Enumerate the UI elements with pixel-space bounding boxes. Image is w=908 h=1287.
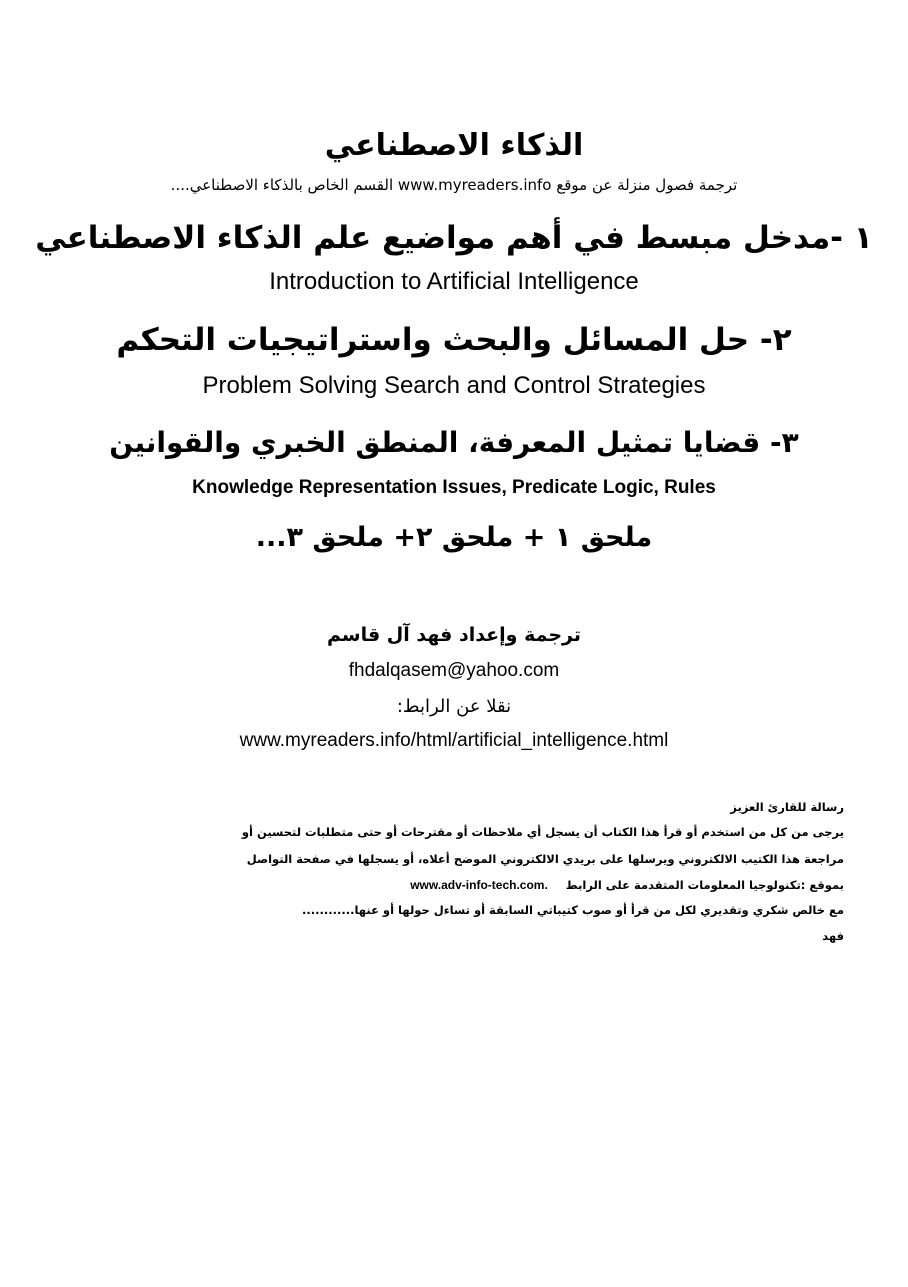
chapter-3-arabic-title: ٣- قضايا تمثيل المعرفة، المنطق الخبري والقوانين xyxy=(109,426,799,459)
message-site-link[interactable]: www.adv-info-tech.com. xyxy=(410,878,548,892)
chapter-2-arabic-title: ٢- حل المسائل والبحث واستراتيجيات التحكم xyxy=(116,322,792,358)
author-line: ترجمة وإعداد فهد آل قاسم xyxy=(326,624,582,646)
source-link[interactable]: www.myreaders.info/html/artificial_intelligence.html xyxy=(239,730,669,751)
author-email[interactable]: fhdalqasem@yahoo.com xyxy=(348,660,560,681)
message-line-3-text: بموقع :تكنولوجيا المعلومات المتقدمة على الرابط xyxy=(565,878,844,892)
message-line-3 xyxy=(274,878,844,892)
chapter-1-arabic-title: ١ -مدخل مبسط في أهم مواضيع علم الذكاء الاصطناعي xyxy=(35,220,873,256)
message-line-1: يرجى من كل من استخدم أو قرأ هذا الكتاب أن يسجل أي ملاحظات أو مقترحات أو حتى متطلبات لتحسين أو xyxy=(241,825,844,839)
message-line-4: مع خالص شكري وتقديري لكل من قرأ أو صوب كتيباتي السابقة أو تساءل حولها أو عنها............ xyxy=(302,903,844,917)
source-line: ترجمة فصول منزلة عن موقع www.myreaders.info القسم الخاص بالذكاء الاصطناعي.... xyxy=(170,176,738,194)
message-heading: رسالة للقارئ العزيز xyxy=(730,800,844,814)
chapter-1-english-title: Introduction to Artificial Intelligence xyxy=(269,268,639,295)
chapter-2-english-title: Problem Solving Search and Control Strategies xyxy=(202,372,706,399)
chapter-3-english-title: Knowledge Representation Issues, Predicate Logic, Rules xyxy=(192,477,716,498)
message-signature: فهد xyxy=(822,929,844,943)
message-line-2: مراجعة هذا الكتيب الالكتروني ويرسلها على بريدي الالكتروني الموضح أعلاه، أو يسجلها في صفحة التواصل xyxy=(246,852,844,866)
document-title: الذكاء الاصطناعي xyxy=(324,128,584,163)
appendices-line: ملحق ١ + ملحق ٢+ ملحق ٣... xyxy=(255,522,653,553)
source-link-label: نقلا عن الرابط: xyxy=(396,696,512,717)
